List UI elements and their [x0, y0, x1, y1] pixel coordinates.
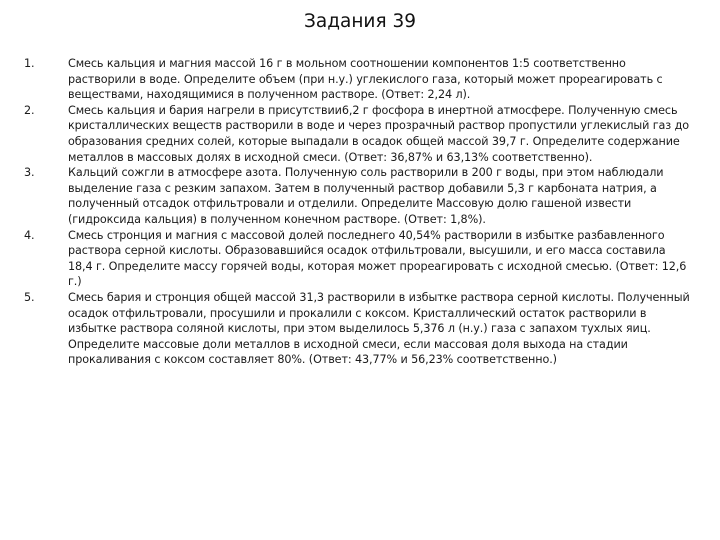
task-item: [24, 165, 690, 227]
task-number: 5.: [24, 290, 35, 304]
task-item: [24, 290, 690, 368]
task-number: 2.: [24, 103, 35, 117]
task-text: Смесь кальция и магния массой 16 г в мольном соотношении компонентов 1:5 соответственно растворили в воде. Определите объем (при н.у.) углекислого газа, который может прореагировать с веществами, находящимися в полученном растворе. (Ответ: 2,24 л).: [68, 57, 663, 102]
task-text: Кальций сожгли в атмосфере азота. Полученную соль растворили в 200 г воды, при этом наблюдали выделение газа с резким запахом. Затем в полученный раствор добавили 5,3 г карбоната натрия, а полученный отсадок отфильтровали и отделили. Определите Массовую долю гашеной извести (гидроксида кальция) в полученном конечном растворе. (Ответ: 1,8%).: [68, 166, 664, 226]
task-list: [24, 56, 690, 368]
task-text: Смесь кальция и бария нагрели в присутствии6,2 г фосфора в инертной атмосфере. Полученную смесь кристаллических веществ растворили в воде и через прозрачный раствор пропустили углекислый газ до образования средних солей, которые выпадали в осадок общей массой 39,7 г. Определите содержание металлов в массовых долях в исходной смеси. (Ответ: 36,87% и 63,13% соответственно).: [68, 103, 689, 164]
page-title: Задания 39: [304, 11, 416, 32]
task-number: 3.: [24, 166, 35, 180]
task-number: 1.: [24, 57, 35, 70]
task-item: [24, 228, 690, 290]
task-number: 4.: [24, 228, 35, 242]
task-text: Смесь стронция и магния с массовой долей последнего 40,54% растворили в избытке разбавленного раствора серной кислоты. Образовавшийся осадок отфильтровали, высушили, и его масса составила 18,4 г. Определите массу горячей воды, которая может прореагировать с исходной смесью. (Ответ: 12,6 г.): [68, 228, 687, 289]
task-item: [24, 103, 690, 165]
task-item: [24, 56, 690, 103]
task-text: Смесь бария и стронция общей массой 31,3 растворили в избытке раствора серной кислоты. Полученный осадок отфильтровали, просушили и прокалили с коксом. Кристаллический остаток растворили в избытке раствора соляной кислоты, при этом выделилось 5,376 л (н.у.) газа с запахом тухлых яиц. Определите массовые доли металлов в исходной смеси, если массовая доля выхода на стадии прокаливания с коксом составляет 80%. (Ответ: 43,77% и 56,23% соответственно.): [68, 290, 690, 367]
